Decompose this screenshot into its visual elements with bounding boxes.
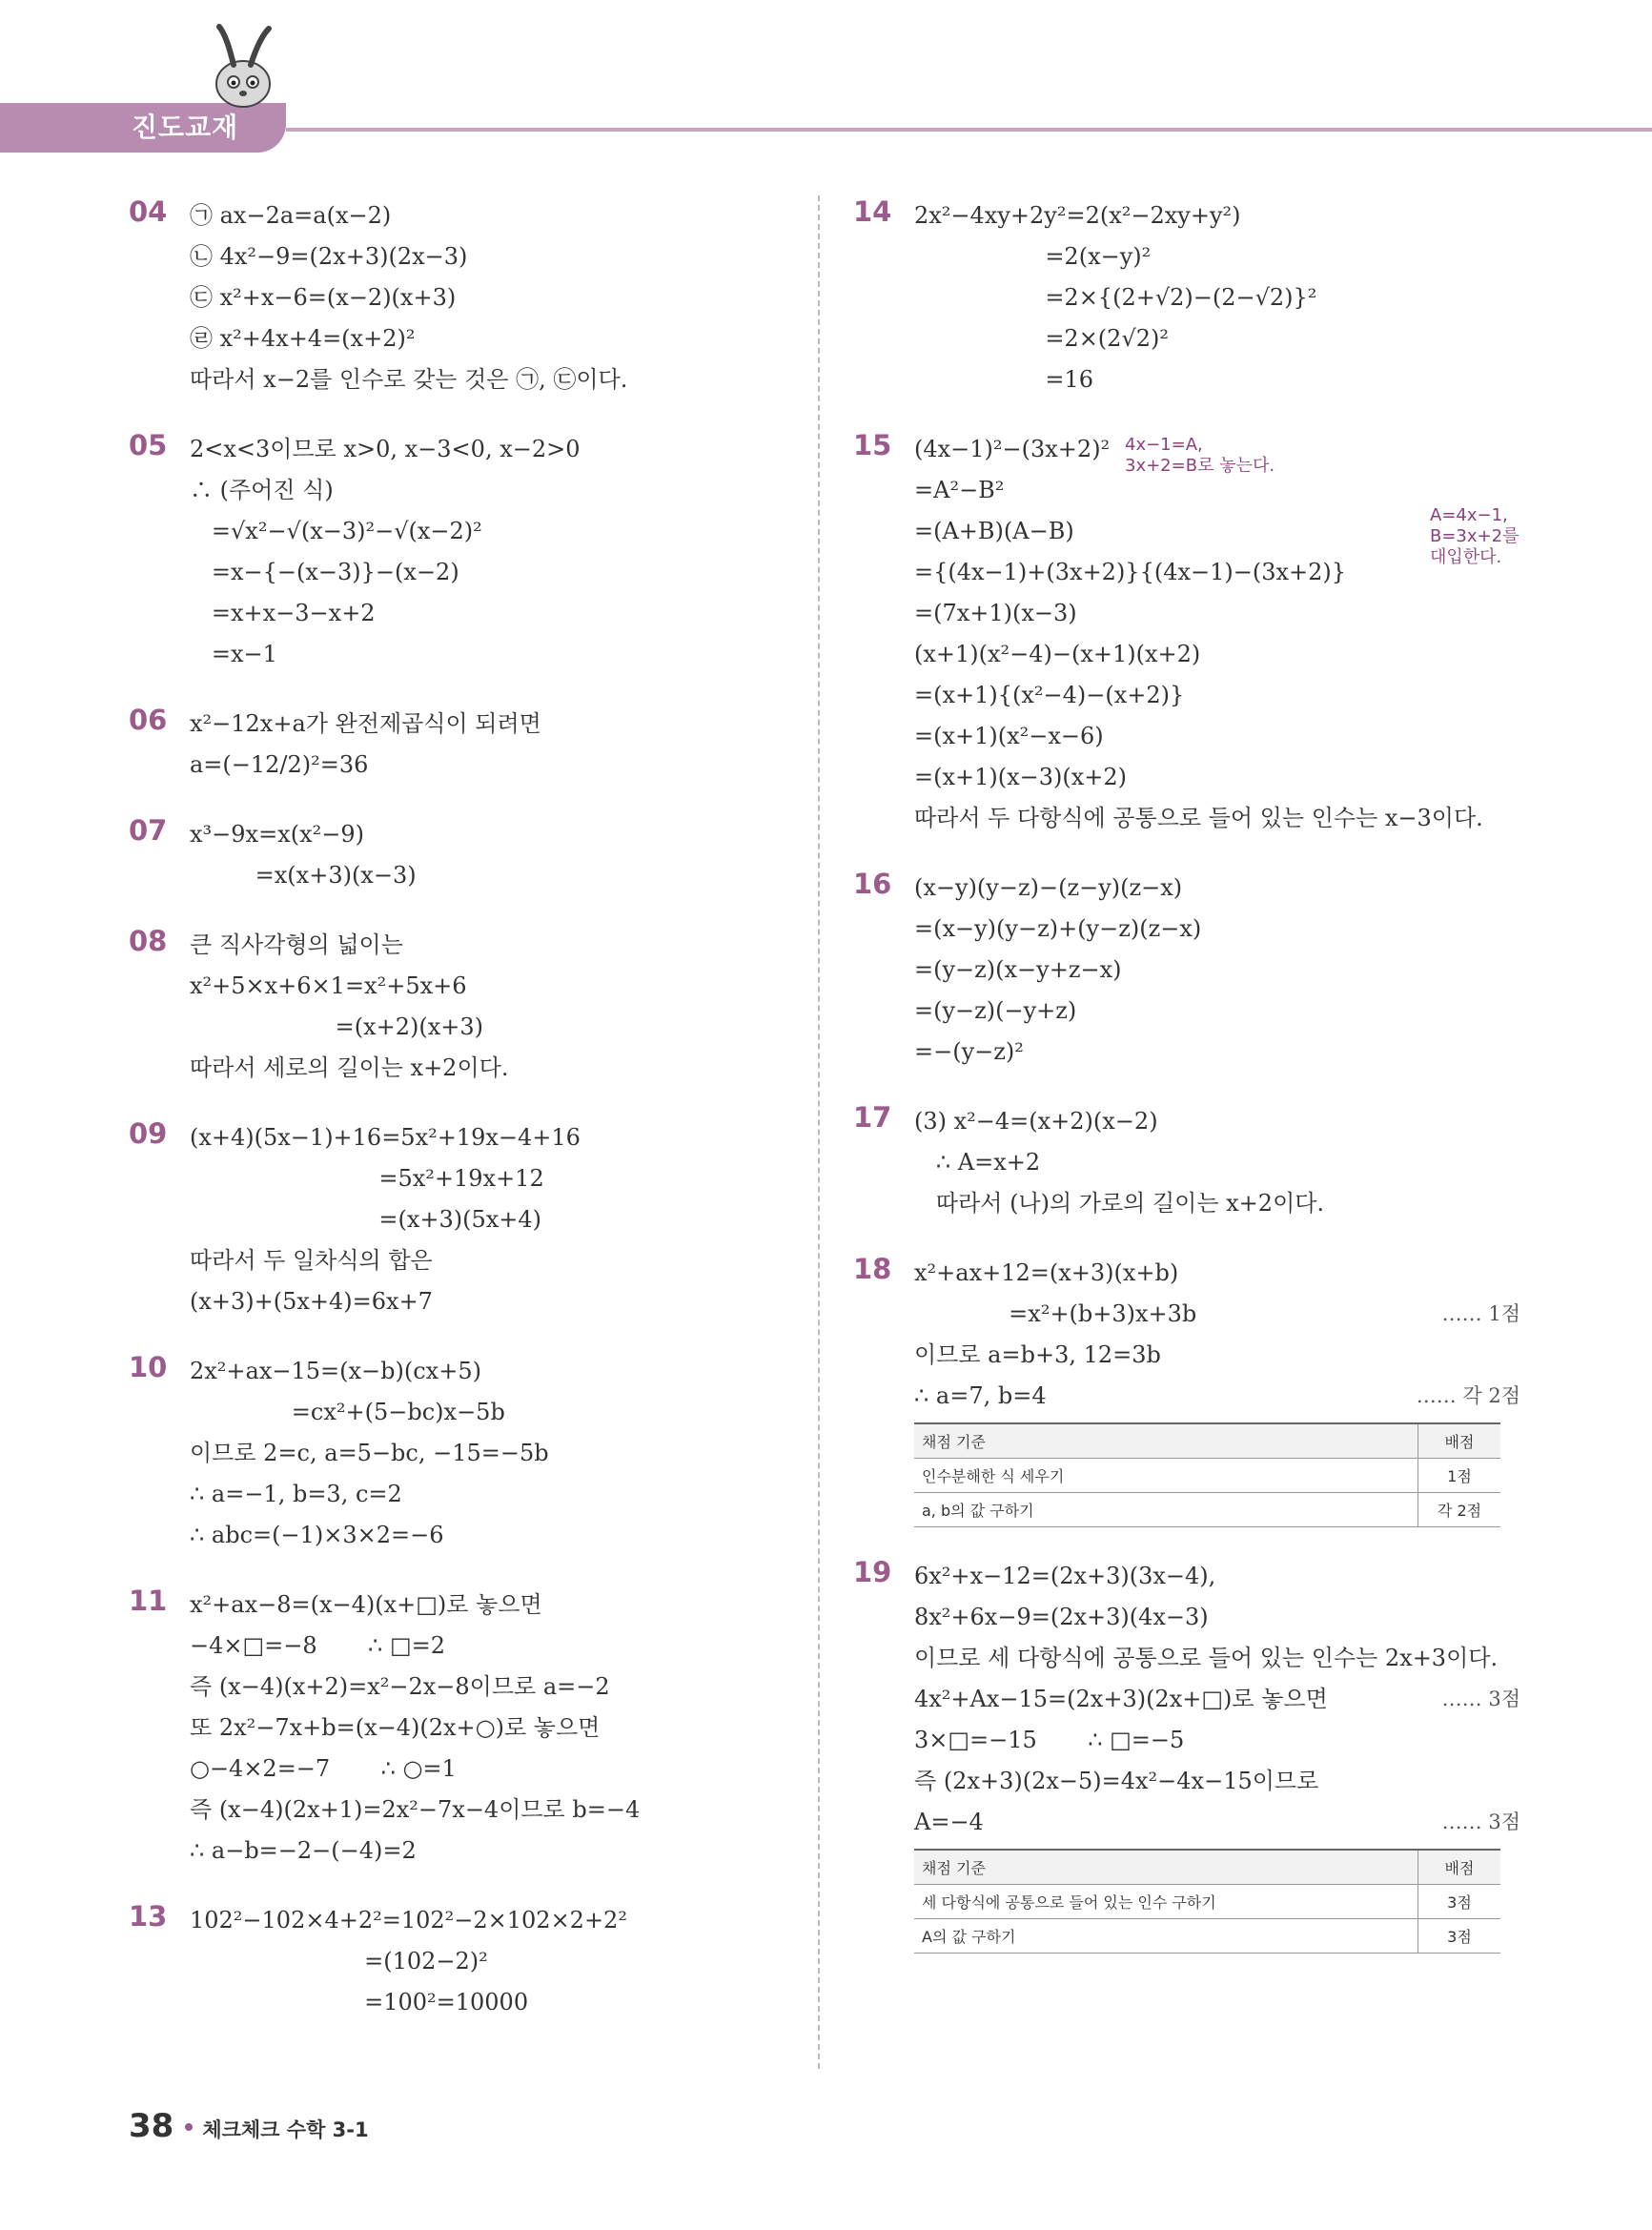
table-header-row [914,1423,1500,1459]
solution-line: =(x+1)(x²−x−6) [914,723,1104,749]
solution-line: 6x²+x−12=(2x+3)(3x−4), [914,1563,1216,1589]
solution-line: 즉 (x−4)(x+2)=x²−2x−8이므로 a=−2 [190,1673,610,1700]
table-cell: 3점 [1418,1885,1501,1919]
rabbit-mascot-icon [191,17,296,122]
solution-line: ∴ (주어진 식) [190,477,334,503]
solution-line: =x−1 [190,641,277,667]
problem-17 [853,1101,1520,1224]
table-header: 배점 [1418,1423,1501,1459]
problem-number: 06 [129,704,168,736]
problem-16 [853,868,1520,1073]
solution-line: =(x+2)(x+3) [190,1013,483,1040]
solution-line: 즉 (2x+3)(2x−5)=4x²−4x−15이므로 [914,1768,1319,1794]
problem-number: 13 [129,1900,168,1933]
problem-05 [129,429,796,675]
problem-08 [129,925,796,1089]
solution-line: =√x²−√(x−3)²−√(x−2)² [190,518,482,544]
solution-line: =x(x+3)(x−3) [190,862,417,889]
solution-line: x²+5×x+6×1=x²+5x+6 [190,972,467,999]
page-number: 38 [129,2107,174,2145]
table-cell: 1점 [1418,1459,1501,1493]
solution-line: 큰 직사각형의 넓이는 [190,931,403,958]
points-label: …… 3점 [1441,1688,1520,1710]
solution-line: =2×{(2+√2)−(2−√2)}² [914,284,1317,311]
table-cell: 3점 [1418,1919,1501,1954]
solution-line: =2(x−y)² [914,243,1152,270]
problem-09 [129,1117,796,1322]
problem-04 [129,195,796,400]
solution-line: (4x−1)²−(3x+2)² [914,436,1111,462]
left-column [129,195,796,2052]
solution-line: 또 2x²−7x+b=(x−4)(2x+○)로 놓으면 [190,1714,601,1741]
solution-line: 따라서 세로의 길이는 x+2이다. [190,1054,509,1081]
problem-14 [853,195,1520,400]
problem-15 [853,429,1520,839]
table-cell: 인수분해한 식 세우기 [914,1459,1418,1493]
problem-number: 05 [129,429,168,461]
solution-line: ㉡ 4x²−9=(2x+3)(2x−3) [190,243,468,270]
problem-11 [129,1585,796,1872]
problem-number: 15 [853,429,892,461]
problem-number: 18 [853,1253,892,1285]
solution-line: =5x²+19x+12 [190,1165,544,1192]
solution-line [914,1376,1520,1417]
problem-18 [853,1253,1520,1527]
solution-line: =(7x+1)(x−3) [914,600,1077,626]
solution-line: (x+4)(5x−1)+16=5x²+19x−4+16 [190,1124,581,1151]
solution-line: 4x²+Ax−15=(2x+3)(2x+□)로 놓으면 [914,1686,1328,1712]
solution-line: =(x−y)(y−z)+(y−z)(z−x) [914,915,1202,942]
table-cell: 세 다항식에 공통으로 들어 있는 인수 구하기 [914,1885,1418,1919]
header-title: 진도교재 [132,112,239,143]
solution-line: =16 [914,366,1093,393]
solution-line: ∴ abc=(−1)×3×2=−6 [190,1522,444,1548]
solution-line: 따라서 x−2를 인수로 갖는 것은 ㉠, ㉢이다. [190,366,628,393]
solution-line: −4×□=−8 ∴ □=2 [190,1632,446,1659]
bullet-dot-icon [185,2123,193,2131]
header-rule [286,128,1652,132]
solution-line: 이므로 2=c, a=5−bc, −15=−5b [190,1440,549,1466]
solution-line: =A²−B² [914,477,1005,503]
solution-line: ∴ a=−1, b=3, c=2 [190,1481,402,1507]
scoring-table [914,1849,1500,1954]
solution-line: (3) x²−4=(x+2)(x−2) [914,1108,1158,1135]
solution-text: ∴ a=7, b=4 [914,1382,1047,1409]
solution-line: 따라서 (나)의 가로의 길이는 x+2이다. [914,1190,1325,1217]
right-column [853,195,1520,1982]
solution-text: A=−4 [914,1809,984,1835]
solution-line: =(x+3)(5x+4) [190,1206,542,1233]
table-header: 배점 [1418,1850,1501,1885]
problem-13 [129,1900,796,2023]
solution-line [914,1294,1520,1335]
annotation-note: A=4x−1, B=3x+2를 대입한다. [1430,505,1519,567]
solution-line: (x+3)+(5x+4)=6x+7 [190,1288,433,1315]
solution-line: =(y−z)(x−y+z−x) [914,956,1122,983]
problem-number: 19 [853,1556,892,1588]
problem-06 [129,704,796,786]
solution-line: =(x+1)(x−3)(x+2) [914,764,1128,790]
points-label: …… 각 2점 [1416,1384,1520,1407]
problem-number: 14 [853,195,892,228]
solution-line: =−(y−z)² [914,1038,1024,1065]
table-cell: 각 2점 [1418,1493,1501,1527]
solution-line: =x+x−3−x+2 [190,600,376,626]
problem-10 [129,1351,796,1556]
column-divider [818,195,820,2069]
table-header: 채점 기준 [914,1850,1418,1885]
problem-19 [853,1556,1520,1954]
solution-line: a=(−12/2)²=36 [190,751,369,778]
table-row [914,1919,1500,1954]
solution-line: =100²=10000 [190,1989,529,2015]
table-row [914,1885,1500,1919]
problem-number: 10 [129,1351,168,1383]
solution-line: x²+ax−8=(x−4)(x+□)로 놓으면 [190,1591,542,1618]
solution-line: x³−9x=x(x²−9) [190,821,364,848]
solution-line: 8x²+6x−9=(2x+3)(4x−3) [914,1604,1209,1630]
table-cell: A의 값 구하기 [914,1919,1418,1954]
solution-line: =x−{−(x−3)}−(x−2) [190,559,459,585]
solution-line: 따라서 두 다항식에 공통으로 들어 있는 인수는 x−3이다. [914,805,1483,831]
solution-line: 즉 (x−4)(2x+1)=2x²−7x−4이므로 b=−4 [190,1796,641,1823]
solution-line: ㉠ ax−2a=a(x−2) [190,202,392,229]
problem-number: 17 [853,1101,892,1134]
table-header-row [914,1850,1500,1885]
solution-line: (x−y)(y−z)−(z−y)(z−x) [914,874,1183,901]
solution-line: =(102−2)² [190,1948,488,1974]
table-row [914,1459,1500,1493]
solution-line: x²+ax+12=(x+3)(x+b) [914,1259,1179,1286]
solution-line: 이므로 a=b+3, 12=3b [914,1341,1161,1368]
solution-line: ∴ A=x+2 [914,1149,1041,1176]
solution-line: 2<x<3이므로 x>0, x−3<0, x−2>0 [190,436,581,462]
solution-line: =(y−z)(−y+z) [914,997,1077,1024]
problem-number: 09 [129,1117,168,1150]
solution-line: 이므로 세 다항식에 공통으로 들어 있는 인수는 2x+3이다. [914,1645,1499,1671]
solution-line: ○−4×2=−7 ∴ ○=1 [190,1755,457,1782]
table-cell: a, b의 값 구하기 [914,1493,1418,1527]
solution-line [914,1802,1520,1843]
solution-line: =2×(2√2)² [914,325,1169,352]
table-header: 채점 기준 [914,1423,1418,1459]
solution-line: 102²−102×4+2²=102²−2×102×2+2² [190,1907,627,1933]
problem-number: 16 [853,868,892,900]
points-label: …… 3점 [1441,1811,1520,1833]
solution-line: 2x²+ax−15=(x−b)(cx+5) [190,1358,481,1384]
solution-line: ∴ a−b=−2−(−4)=2 [190,1837,417,1864]
solution-line: 따라서 두 일차식의 합은 [190,1247,433,1274]
problem-number: 08 [129,925,168,957]
problem-number: 07 [129,814,168,847]
solution-line: 2x²−4xy+2y²=2(x²−2xy+y²) [914,202,1241,229]
solution-line: =cx²+(5−bc)x−5b [190,1399,505,1425]
problem-07 [129,814,796,896]
page-footer [129,2107,369,2145]
solution-line: =(A+B)(A−B) [914,518,1074,544]
solution-line: x²−12x+a가 완전제곱식이 되려면 [190,710,541,737]
annotation-note: 4x−1=A, 3x+2=B로 놓는다. [1125,435,1275,476]
solution-line: ㉢ x²+x−6=(x−2)(x+3) [190,284,457,311]
solution-line: =(x+1){(x²−4)−(x+2)} [914,682,1185,708]
table-row [914,1493,1500,1527]
solution-line: ={(4x−1)+(3x+2)}{(4x−1)−(3x+2)} [914,559,1347,585]
problem-number: 04 [129,195,168,228]
solution-line: (x+1)(x²−4)−(x+1)(x+2) [914,641,1201,667]
points-label: …… 1점 [1441,1302,1520,1325]
solution-line: 3×□=−15 ∴ □=−5 [914,1727,1185,1753]
solution-text: =x²+(b+3)x+3b [914,1300,1197,1327]
problem-number: 11 [129,1585,168,1617]
solution-line: ㉣ x²+4x+4=(x+2)² [190,325,416,352]
book-title: 체크체크 수학 3-1 [202,2118,369,2141]
scoring-table [914,1422,1500,1527]
